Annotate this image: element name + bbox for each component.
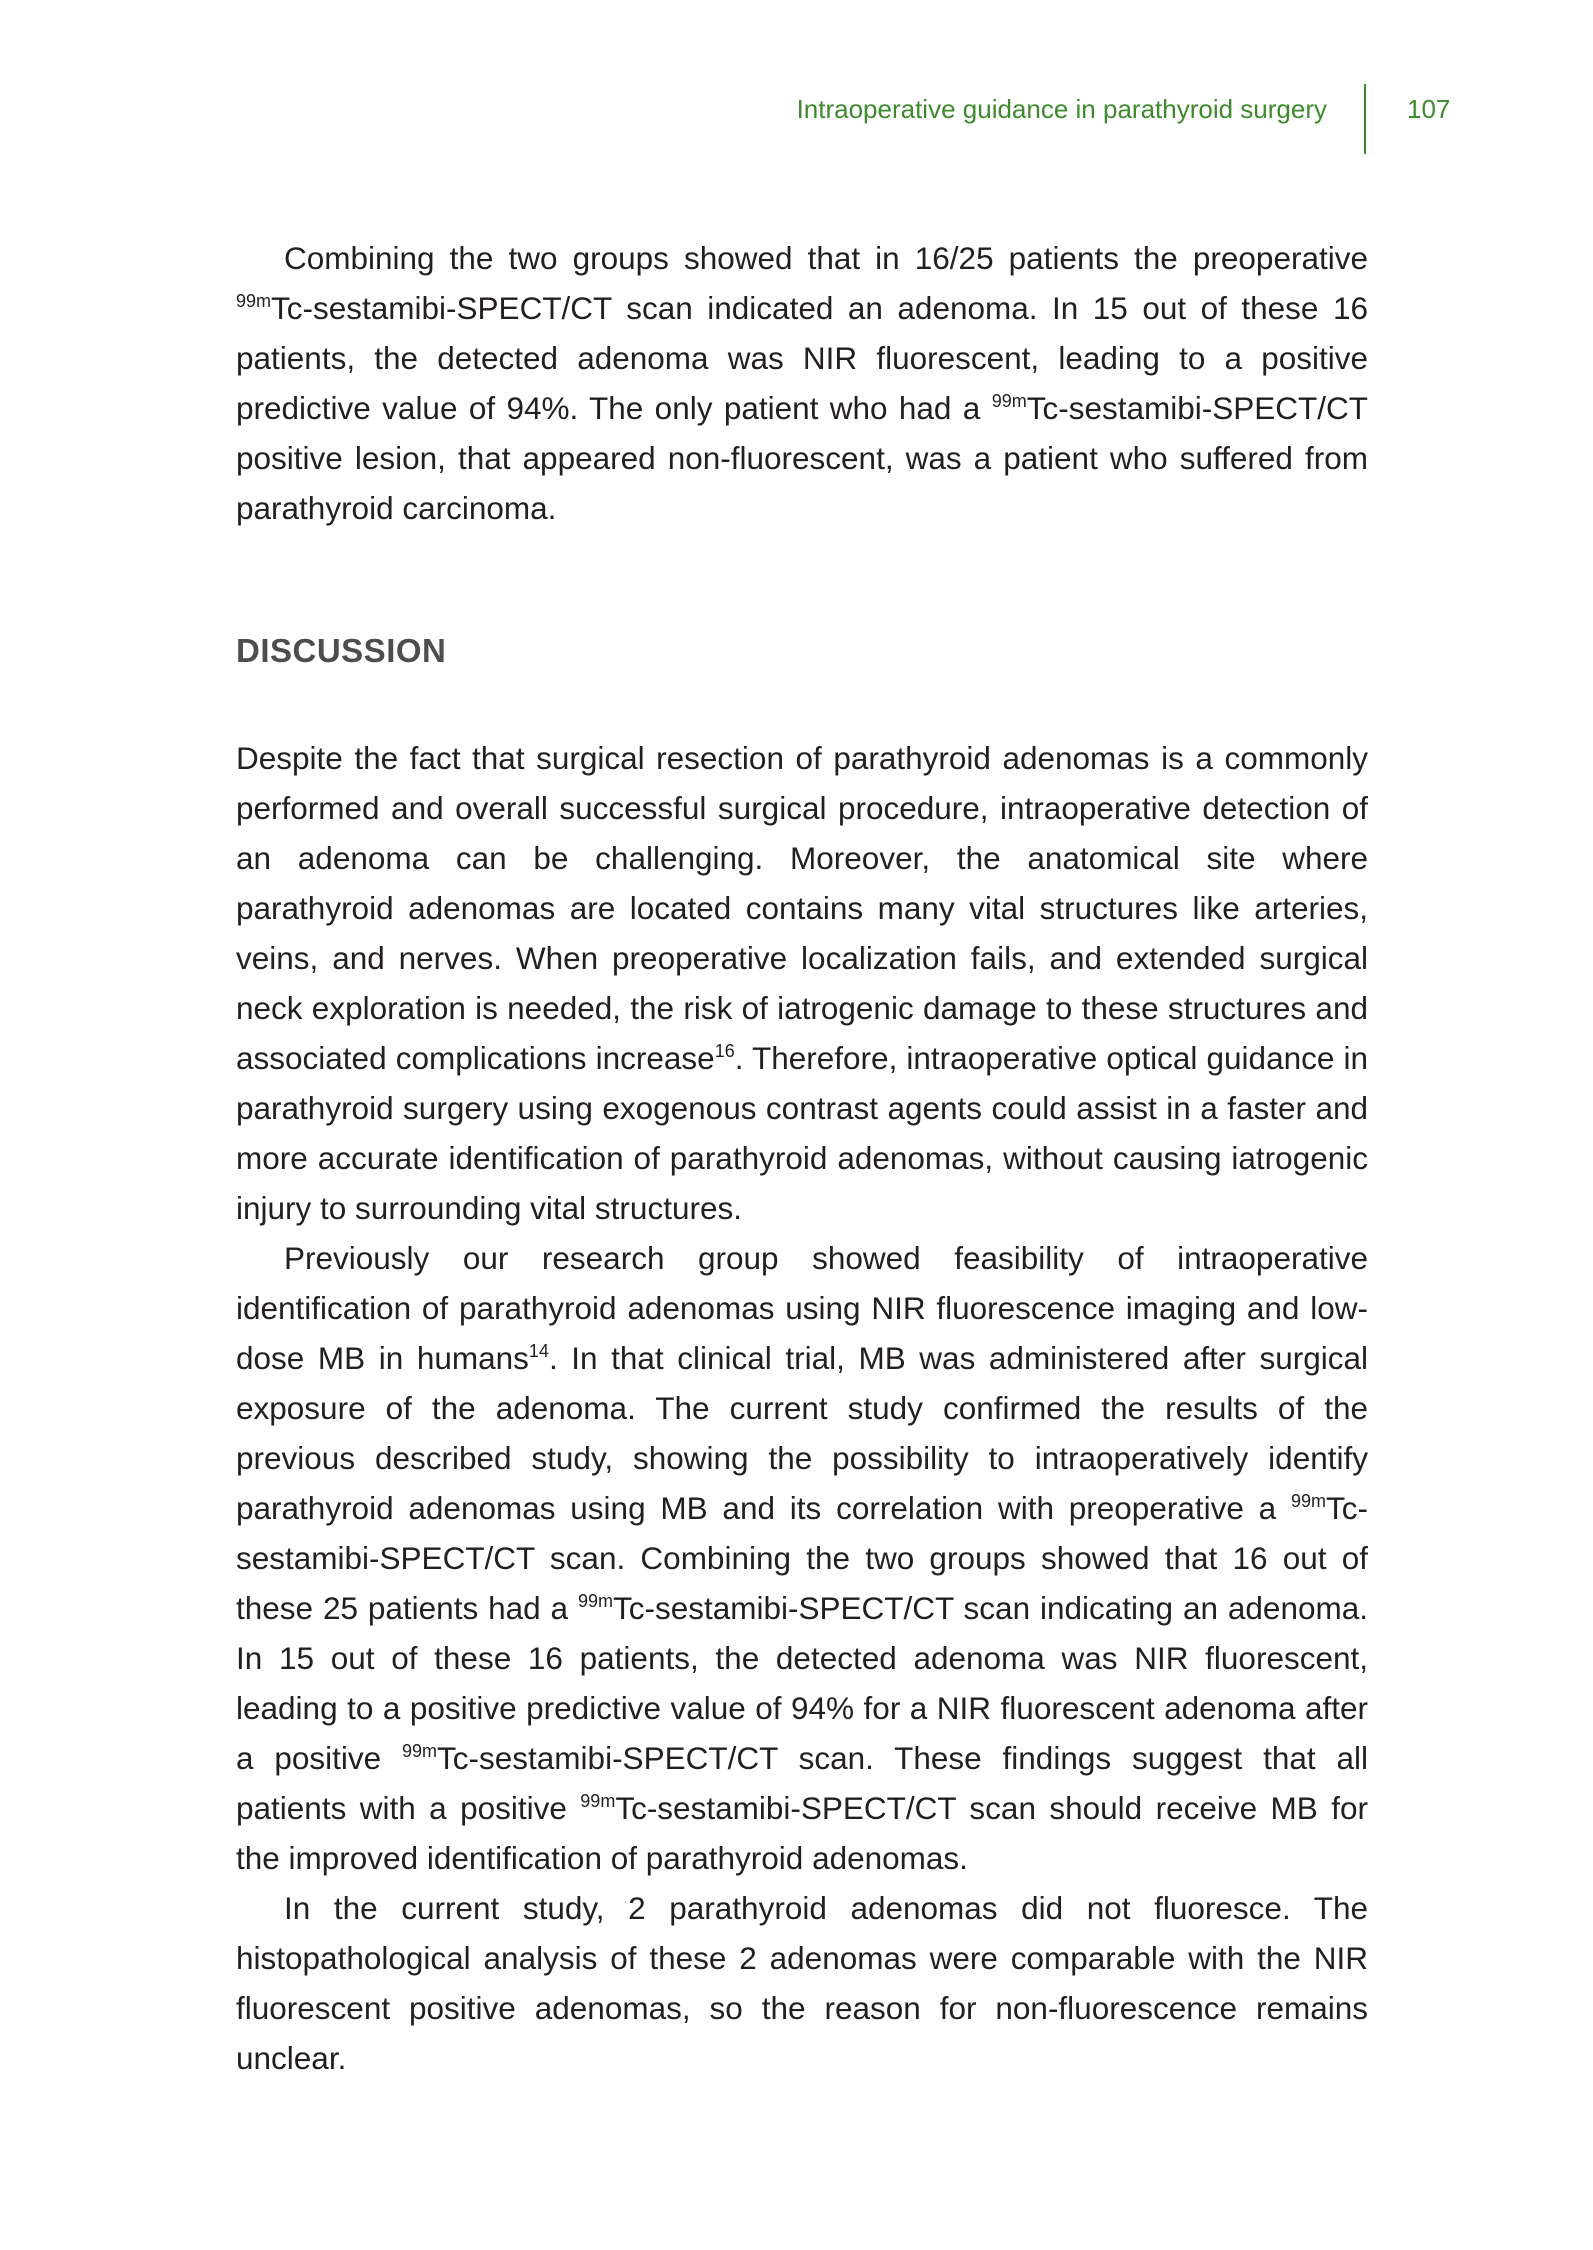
text-run: Combining the two groups showed that in 16/25 patients the preoperative [284,240,1368,276]
running-title: Intraoperative guidance in parathyroid surgery [796,94,1327,124]
running-header [0,92,1593,162]
text-run: . Therefore, intraoperative optical guidance in parathyroid surgery using exogenous contrast agents could assist in a faster and more accurate identification of parathyroid adenomas, without causing iatrogenic injury to surrounding vital structures. [236,1040,1368,1226]
text-run: Tc-sestamibi-SPECT/CT scan. Combining the two groups showed that 16 out of these 25 patients had a [236,1490,1368,1626]
discussion-heading: DISCUSSION [236,632,447,669]
isotope-superscript: 99m [1290,1491,1326,1511]
page-number: 107 [1407,94,1451,124]
discussion-paragraph-3 [236,1883,1368,2083]
text-run: In the current study, 2 parathyroid adenomas did not fluoresce. The histopathological analysis of these 2 adenomas were comparable with the NIR fluorescent positive adenomas, so the reason for non-fluorescence remains unclear. [236,1890,1368,2076]
results-paragraph [236,233,1368,533]
text-run: Despite the fact that surgical resection of parathyroid adenomas is a commonly performed and overall successful surgical procedure, intraoperative detection of an adenoma can be challenging. Moreover, the anatomical site where parathyroid adenomas are located contains many vital structures like arteries, veins, and nerves. When preoperative localization fails, and extended surgical neck exploration is needed, the risk of iatrogenic damage to these structures and associated complications increase [236,740,1368,1076]
text-run: Tc-sestamibi-SPECT/CT positive lesion, that appeared non-fluorescent, was a patient who suffered from parathyroid carcinoma. [236,390,1368,526]
isotope-superscript: 99m [991,391,1027,411]
discussion-section [236,733,1368,2083]
isotope-superscript: 99m [577,1591,613,1611]
isotope-superscript: 99m [236,291,272,311]
discussion-paragraph-2 [236,1233,1368,1883]
text-run: Tc-sestamibi-SPECT/CT scan indicating an adenoma. In 15 out of these 16 patients, the detected adenoma was NIR fluorescent, leading to a positive predictive value of 94% for a NIR fluorescent adenoma after a positive [236,1590,1368,1776]
text-run: Tc-sestamibi-SPECT/CT scan should receive MB for the improved identification of parathyroid adenomas. [236,1790,1368,1876]
isotope-superscript: 99m [402,1741,438,1761]
text-run: Tc-sestamibi-SPECT/CT scan indicated an adenoma. In 15 out of these 16 patients, the detected adenoma was NIR fluorescent, leading to a positive predictive value of 94%. The only patient who had a [236,290,1368,426]
citation-superscript: 14 [528,1341,549,1361]
header-divider [1364,84,1366,154]
isotope-superscript: 99m [580,1791,616,1811]
text-run: . In that clinical trial, MB was administered after surgical exposure of the adenoma. The current study confirmed the results of the previous described study, showing the possibility to intraoperatively identify parathyroid adenomas using MB and its correlation with preoperative a [236,1340,1368,1526]
text-run: Tc-sestamibi-SPECT/CT scan. These findings suggest that all patients with a positive [236,1740,1369,1826]
results-section [236,233,1368,533]
discussion-paragraph-1 [236,733,1368,1233]
citation-superscript: 16 [714,1041,735,1061]
text-run: Previously our research group showed feasibility of intraoperative identification of parathyroid adenomas using NIR fluorescence imaging and low-dose MB in humans [236,1240,1368,1376]
